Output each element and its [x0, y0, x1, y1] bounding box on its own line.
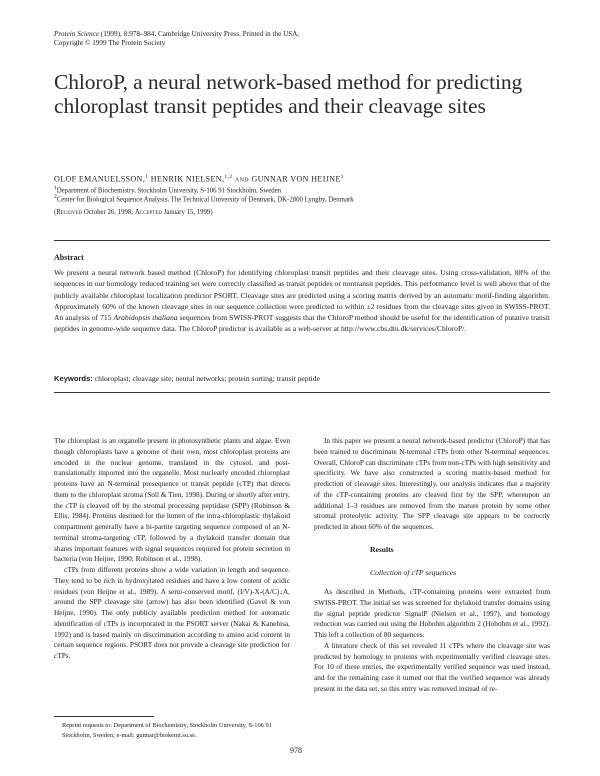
intro-paragraph-2: cTPs from different proteins show a wide variation in length and sequence. They tend to be rich in hydroxylated residues and have a low content of acidic residues (von Heijne et al., 1989). A semi-conserved motif, (I/V)-X-(A/C)↓A, around the SPP cleavage site (arrow) has also been identified (Gavel & von Heijne, 1990). The only publicly available prediction method for automatic identification of cTPs is incorporated in the PSORT server (Nakai & Kanehisa, 1992) and is based mainly on discrimination according to amino acid content in certain sequence regions. PSORT does not provide a cleavage site prediction for cTPs.: [54, 565, 290, 660]
abstract-body: [54, 267, 550, 335]
author-2-affil: 1,2: [224, 174, 233, 180]
journal-header: [54, 30, 299, 48]
affiliation-2: [54, 193, 354, 204]
left-column: [54, 436, 290, 662]
accepted-date: January 15, 1999): [162, 209, 213, 216]
received-label: Received: [56, 209, 83, 216]
results-paragraph-2: A literature check of this set revealed 11 cTPs where the cleavage site was predicted by homology to proteins with experimentally verified cleavage sites. For 10 of these entries, the experimentally verified sequence was used instead, and for the remaining case it turned out that the verified sequence was already present in the data set, so this entry was removed instead of re-: [314, 640, 550, 693]
page-number: 978: [290, 746, 302, 755]
author-3: GUNNAR VON HEIJNE: [251, 174, 341, 184]
results-paragraph-1: As described in Methods, cTP-containing proteins were extracted from SWISS-PROT. The initial set was screened for thylakoid transfer domains using the signal peptide predictor SignalP (Nielsen et al., 1997), and homology reduction was carried out using the Hobohm algorithm 2 (Hobohm et al., 1992). This left a collection of 80 sequences.: [314, 587, 550, 639]
affiliation-2-text: Center for Biological Sequence Analysis, The Technical University of Denmark, DK-2800 Lyngby, Denmark: [56, 196, 354, 204]
keywords: [54, 373, 550, 384]
abstract-species: Arabidopsis thaliana: [113, 313, 178, 323]
received-open: (: [54, 209, 57, 216]
affiliation-1-marker: 1: [54, 185, 57, 191]
right-column-intro: [314, 436, 550, 533]
journal-name: Protein Science: [54, 30, 100, 38]
results-heading: Results: [370, 545, 394, 554]
author-3-affil: 1: [340, 174, 344, 180]
reprint-footnote: Reprint requests to: Department of Biochemistry, Stockholm University, S-106 91 Stockholm, Sweden; e-mail: gunnar@biokemi.su.se.: [62, 722, 272, 739]
right-column-results: [314, 587, 550, 695]
citation-text: (1999), 8:978–984. Cambridge University Press. Printed in the USA.: [99, 30, 300, 38]
abstract-text-1: We present a neural network based method (ChloroP) for identifying chloroplast transit peptides and their cleavage sites. Using cross-validation, 88% of the sequences in our homology reduced training set were correctly classified as transit peptides or nontransit peptides. This performance level is well above that of the publicly available chloroplast localization predictor PSORT. Cleavage sites are predicted using a scoring matrix derived by an automatic motif-finding algorithm. Approximately 60% of the known cleavage sites in our sequence collection were predicted to within ±2 residues from the cleavage sites given in SWISS-PROT. An analysis of 715: [54, 268, 550, 323]
intro-paragraph-3: In this paper we present a neural network-based predictor (ChloroP) that has been trained to discriminate N-terminal cTPs from other N-terminal sequences. Overall, ChloroP can discriminate cTPs from non-cTPs with high sensitivity and specificity. We have also constructed a scoring matrix-based method for prediction of cleavage sites. Interestingly, our analysis indicates that a majority of the cTP-containing proteins are cleaved first by the SPP, whereupon an additional 1–3 residues are removed from the mature protein by some other stromal proteolytic activity. The SPP cleavage site appears to be correctly predicted in about 60% of the sequences.: [314, 436, 550, 531]
intro-paragraph-1: The chloroplast is an organelle present in photosynthetic plants and algae. Even though chloroplasts have a genome of their own, most chloroplast proteins are encoded in the nuclear genome, translated in the cytosol, and post-translationally imported into the organelle. Most nuclearly encoded chloroplast proteins have an N-terminal presequence or transit peptide (cTP) that directs them to the chloroplast stroma (Soll & Tien, 1998). During or shortly after entry, the cTP is cleaved off by the stromal processing peptidase (SPP) (Robinson & Ellis, 1984). Proteins destined for the lumen of the intra-chloroplastic thylakoid compartment generally have a bi-partite targeting sequence composed of an N-terminal stroma-targeting cTP, followed by a thylakoid transfer domain that shares important features with signal sequences required for protein secretion in bacteria (von Heijne, 1990; Robinson et al., 1998).: [54, 436, 290, 564]
affiliation-1-text: Department of Biochemistry, Stockholm University, S-106 91 Stockholm, Sweden: [56, 187, 282, 195]
copyright-line: Copyright © 1999 The Protein Society: [54, 39, 166, 47]
author-conjunction: and: [232, 174, 252, 184]
citation-line: [54, 30, 299, 39]
received-date: October 26, 1998;: [82, 209, 135, 216]
author-1-affil: 1: [145, 174, 149, 180]
affiliation-2-marker: 2: [54, 194, 57, 200]
abstract-text-2: sequences from SWISS-PROT suggests that the ChloroP method should be useful for the identification of putative transit peptides in genome-wide sequence data. The ChloroP predictor is available as a web-server at http://www.cbs.dtu.dk/services/ChloroP/.: [54, 313, 551, 334]
footnote-rule: [54, 716, 154, 717]
subsection-heading: Collection of cTP sequences: [370, 568, 457, 577]
abstract-top-rule: [54, 240, 550, 241]
author-list: [54, 174, 344, 184]
keywords-text: chloroplast; cleavage site; neural networks; protein sorting; transit peptide: [92, 374, 320, 383]
keywords-label: Keywords:: [54, 374, 93, 383]
abstract-heading: Abstract: [54, 253, 84, 262]
author-2: HENRIK NIELSEN,: [148, 174, 225, 184]
abstract-bottom-rule: [54, 392, 550, 393]
author-1: OLOF EMANUELSSON,: [54, 174, 146, 184]
accepted-label: Accepted: [134, 209, 162, 216]
paper-title: ChloroP, a neural network-based method for predicting chloroplast transit peptides and their cleavage sites: [54, 70, 523, 118]
received-dates: [54, 209, 213, 216]
